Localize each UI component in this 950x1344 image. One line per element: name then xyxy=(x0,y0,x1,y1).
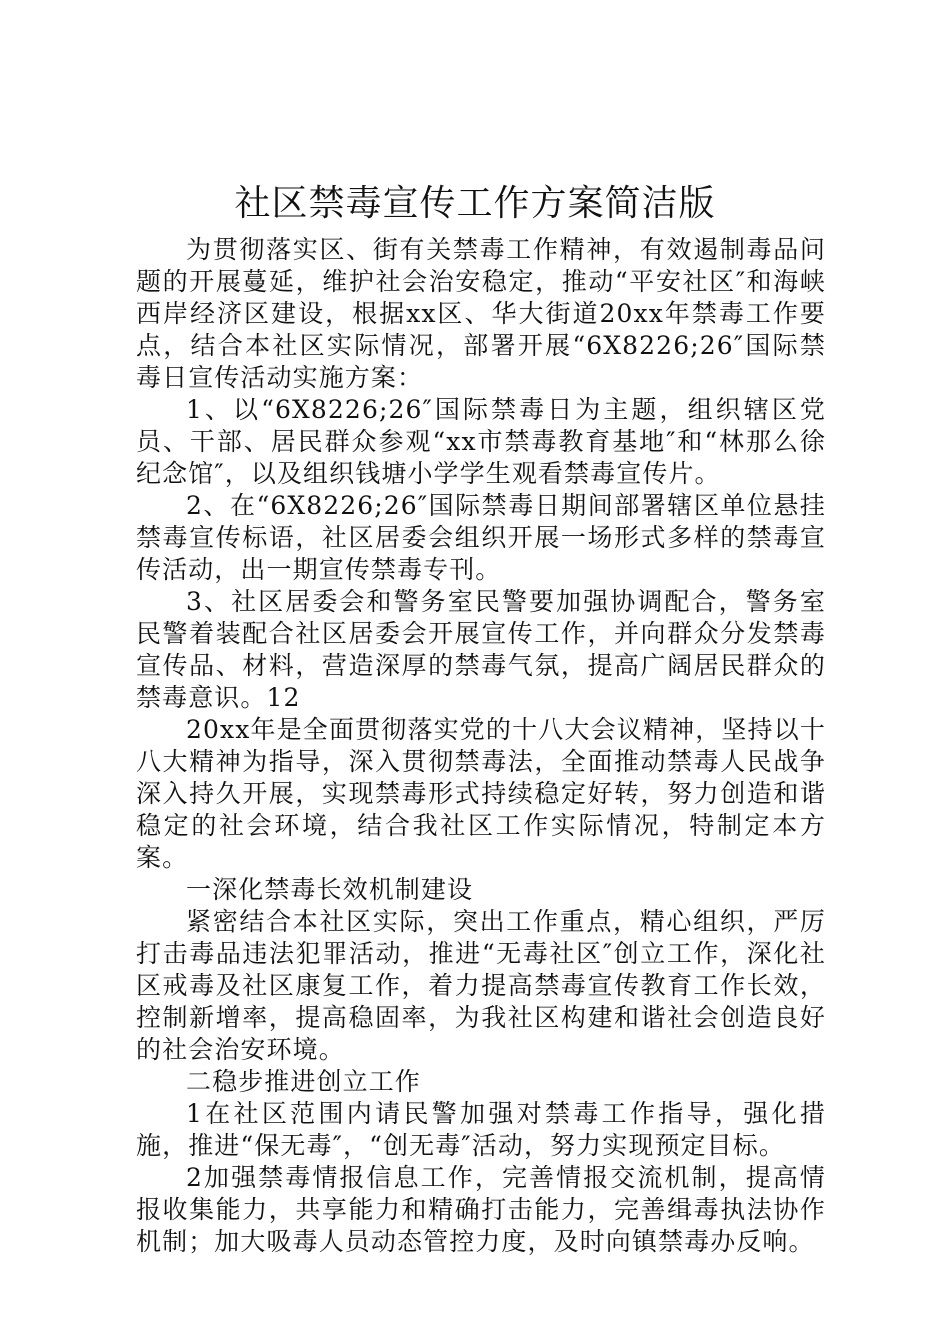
paragraph-item-1: 1、以“6X8226;26″国际禁毒日为主题，组织辖区党员、干部、居民群众参观“xx市禁毒教育基地″和“林那么徐纪念馆″，以及组织钱塘小学学生观看禁毒宣传片。 xyxy=(136,395,826,488)
document-title: 社区禁毒宣传工作方案简洁版 xyxy=(234,183,716,224)
paragraph-item-2: 2、在“6X8226;26″国际禁毒日期间部署辖区单位悬挂禁毒宣传标语，社区居委会组织开展一场形式多样的禁毒宣传活动，出一期宣传禁毒专刊。 xyxy=(136,491,826,584)
paragraph-section-2-item-1: 1在社区范围内请民警加强对禁毒工作指导，强化措施，推进“保无毒″，“创无毒″活动，努力实现预定目标。 xyxy=(136,1099,826,1160)
paragraph-intro: 为贯彻落实区、街有关禁毒工作精神，有效遏制毒品问题的开展蔓延，维护社会治安稳定，推动“平安社区″和海峡西岸经济区建设，根据xx区、华大街道20xx年禁毒工作要点，结合本社区实际情况，部署开展“6X8226;26″国际禁毒日宣传活动实施方案： xyxy=(136,235,826,392)
paragraph-item-3: 3、社区居委会和警务室民警要加强协调配合，警务室民警着装配合社区居委会开展宣传工作，并向群众分发禁毒宣传品、材料，营造深厚的禁毒气氛，提高广阔居民群众的禁毒意识。12 xyxy=(136,587,826,712)
paragraph-section-1: 紧密结合本社区实际，突出工作重点，精心组织，严厉打击毒品违法犯罪活动，推进“无毒社区″创立工作，深化社区戒毒及社区康复工作，着力提高禁毒宣传教育工作长效，控制新增率，提高稳固率，为我社区构建和谐社会创造良好的社会治安环境。 xyxy=(136,907,826,1064)
paragraph-section-2-item-2: 2加强禁毒情报信息工作，完善情报交流机制，提高情报收集能力，共享能力和精确打击能力，完善缉毒执法协作机制；加大吸毒人员动态管控力度，及时向镇禁毒办反响。 xyxy=(136,1163,826,1256)
section-heading-1: 一深化禁毒长效机制建设 xyxy=(186,875,474,904)
section-heading-2: 二稳步推进创立工作 xyxy=(186,1067,421,1096)
paragraph-plan-overview: 20xx年是全面贯彻落实党的十八大会议精神，坚持以十八大精神为指导，深入贯彻禁毒法，全面推动禁毒人民战争深入持久开展，实现禁毒形式持续稳定好转，努力创造和谐稳定的社会环境，结合我社区工作实际情况，特制定本方案。 xyxy=(136,715,826,872)
document-body xyxy=(136,234,826,1258)
